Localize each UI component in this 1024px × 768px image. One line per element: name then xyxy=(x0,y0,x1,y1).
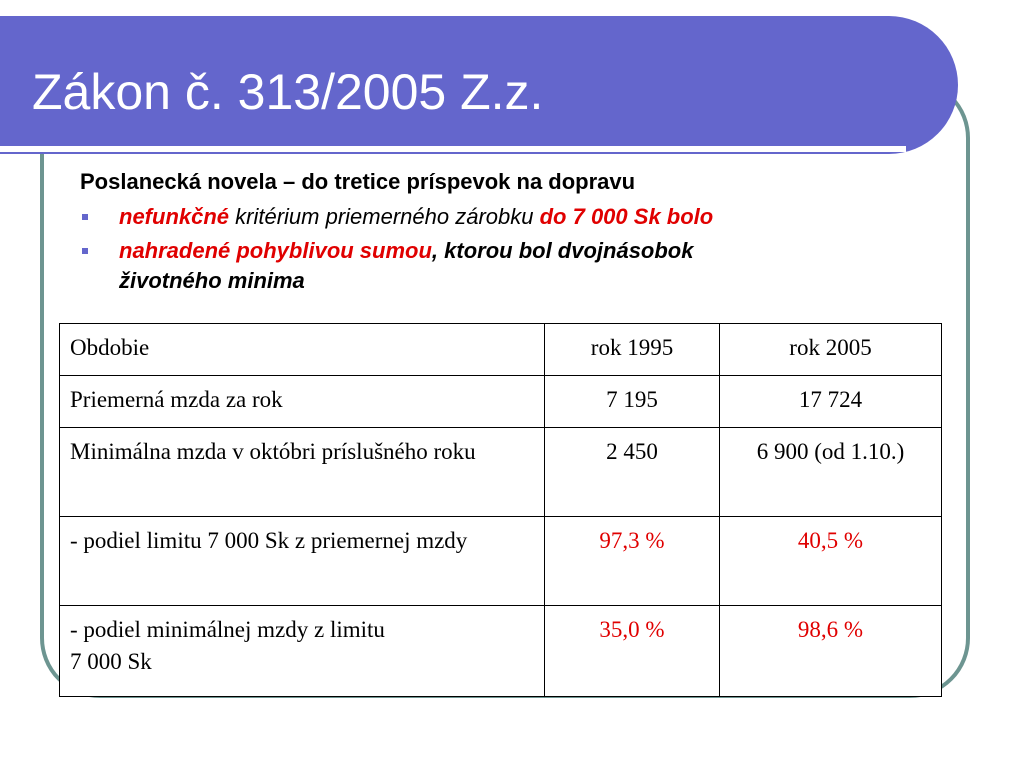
row-label xyxy=(60,606,545,697)
value-1995: 35,0 % xyxy=(545,606,720,697)
content-heading: Poslanecká novela – do tretice príspevok na dopravu xyxy=(80,169,636,194)
table-header-cell: rok 2005 xyxy=(720,324,942,376)
row-label: - podiel limitu 7 000 Sk z priemernej mzdy xyxy=(60,517,545,606)
square-bullet-icon xyxy=(82,248,88,254)
bullet-emphasis: nahradené pohyblivou sumou xyxy=(119,238,432,263)
row-label: Priemerná mzda za rok xyxy=(60,376,545,428)
value-2005: 17 724 xyxy=(720,376,942,428)
value-1995: 7 195 xyxy=(545,376,720,428)
slide-content xyxy=(80,166,960,296)
table-row xyxy=(60,376,942,428)
bullet-text: životného minima xyxy=(119,268,305,293)
square-bullet-icon xyxy=(82,214,88,220)
value-1995: 2 450 xyxy=(545,428,720,517)
wage-table xyxy=(59,323,942,697)
table-header-row xyxy=(60,324,942,376)
bullet-text: , ktorou bol dvojnásobok xyxy=(431,238,694,263)
table-row xyxy=(60,428,942,517)
title-underline xyxy=(0,146,906,152)
bullet-list xyxy=(80,202,960,296)
table-row xyxy=(60,517,942,606)
value-1995: 97,3 % xyxy=(545,517,720,606)
bullet-emphasis: nefunkčné xyxy=(119,204,230,229)
bullet-item xyxy=(80,236,960,296)
row-label-line: 7 000 Sk xyxy=(70,649,152,674)
bullet-emphasis: do 7 000 Sk bolo xyxy=(539,204,714,229)
bullet-text: kritérium priemerného zárobku xyxy=(229,204,540,229)
row-label-line: - podiel minimálnej mzdy z limitu xyxy=(70,617,385,642)
table-header-cell: rok 1995 xyxy=(545,324,720,376)
table-header-cell: Obdobie xyxy=(60,324,545,376)
slide-title: Zákon č. 313/2005 Z.z. xyxy=(32,64,544,120)
value-2005: 6 900 (od 1.10.) xyxy=(720,428,942,517)
bullet-item xyxy=(80,202,960,232)
row-label: Minimálna mzda v októbri príslušného roku xyxy=(60,428,545,517)
value-2005: 98,6 % xyxy=(720,606,942,697)
table-row xyxy=(60,606,942,697)
value-2005: 40,5 % xyxy=(720,517,942,606)
title-bar xyxy=(0,16,958,154)
